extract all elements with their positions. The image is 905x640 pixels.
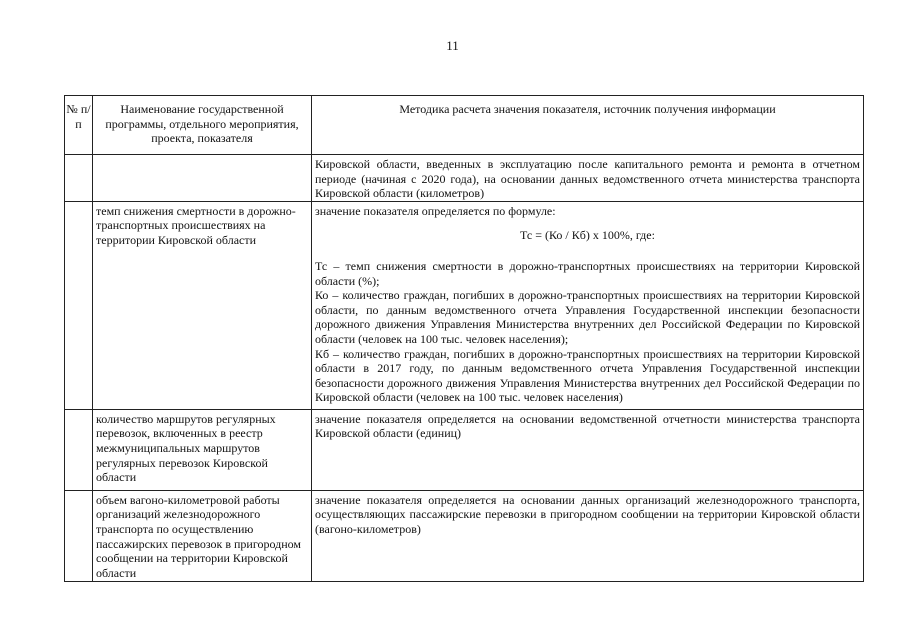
header-method: Методика расчета значения показателя, источник получения информации: [312, 96, 864, 155]
method-cell: Кировской области, введенных в эксплуатацию после капитального ремонта и ремонта в отчетном периоде (начиная с 2020 года), на основании данных ведомственного отчета министерства транспорта Кировской области (километров): [312, 155, 864, 202]
definition-kb: Кб – количество граждан, погибших в дорожно-транспортных происшествиях на территории Кировской области в 2017 году, по данным ведомственного отчета Управления Государственной инспекции безопасности дорожного движения Управления Министерства внутренних дел Российской Федерации по Кировской области (человек на 100 тыс. человек населения): [315, 346, 860, 405]
method-intro: значение показателя определяется по формуле:: [315, 203, 556, 218]
indicator-name-cell: количество маршрутов регулярных перевозок, включенных в реестр межмуниципальных маршрутов регулярных перевозок Кировской области: [93, 409, 312, 490]
table-row: [65, 155, 864, 202]
table-row: [65, 490, 864, 581]
method-cell: значение показателя определяется на основании ведомственной отчетности министерства транспорта Кировской области (единиц): [312, 409, 864, 490]
indicator-table: [64, 95, 864, 582]
indicator-name-cell: объем вагоно-километровой работы организаций железнодорожного транспорта по осуществлению пассажирских перевозок в пригородном сообщении на территории Кировской области: [93, 490, 312, 581]
formula: Тс = (Ко / Кб) х 100%, где:: [520, 228, 655, 243]
header-name: Наименование государственной программы, отдельного мероприятия, проекта, показателя: [93, 96, 312, 155]
row-number-cell: [65, 201, 93, 409]
header-number: № п/п: [65, 96, 93, 155]
table-row: [65, 409, 864, 490]
indicator-name-cell: [93, 155, 312, 202]
row-number-cell: [65, 155, 93, 202]
row-number-cell: [65, 490, 93, 581]
page-number: 11: [446, 38, 459, 53]
table-header-row: [65, 96, 864, 155]
row-number-cell: [65, 409, 93, 490]
method-cell: [312, 201, 864, 409]
method-cell: значение показателя определяется на основании данных организаций железнодорожного транспорта, осуществляющих пассажирские перевозки в пригородном сообщении на территории Кировской области (вагоно-километров): [312, 490, 864, 581]
definition-tc: Тс – темп снижения смертности в дорожно-транспортных происшествиях на территории Кировской области (%);: [315, 258, 860, 288]
definition-ko: Ко – количество граждан, погибших в дорожно-транспортных происшествиях на территории Кировской области, по данным ведомственного отчета Управления Государственной инспекции безопасности дорожного движения Управления Министерства внутренних дел Российской Федерации по Кировской области (человек на 100 тыс. человек населения);: [315, 288, 860, 346]
indicator-name-cell: темп снижения смертности в дорожно-транспортных происшествиях на территории Кировской области: [93, 201, 312, 409]
table-row: [65, 201, 864, 409]
